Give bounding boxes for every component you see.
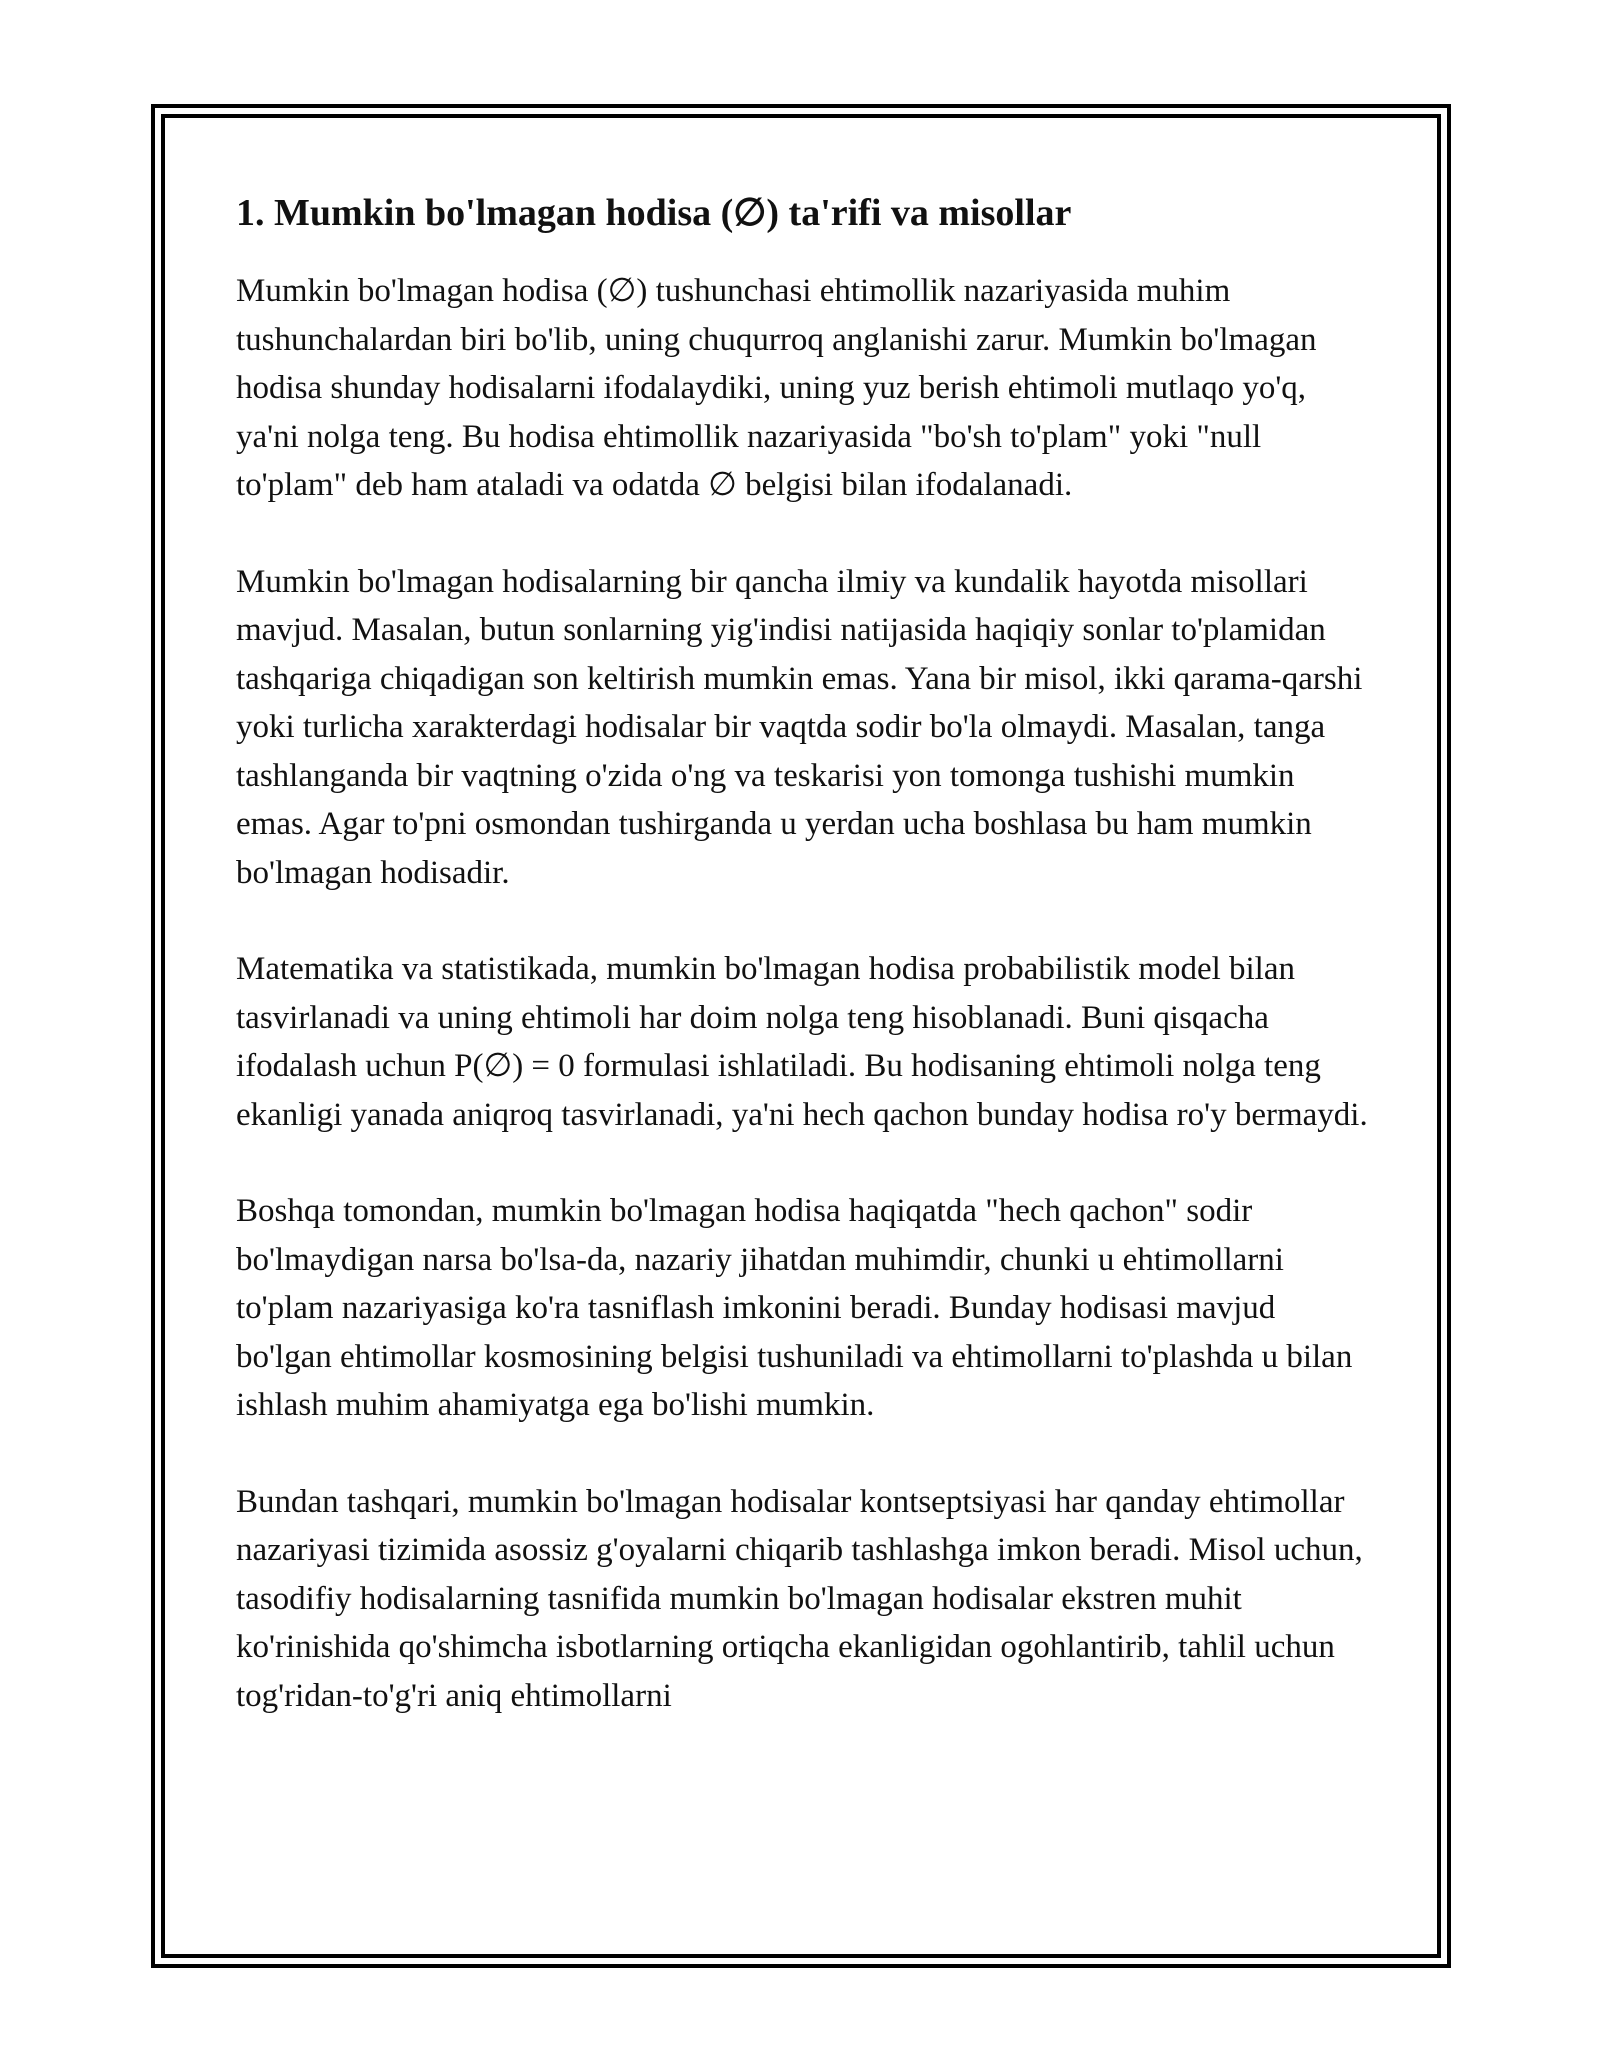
document-content bbox=[236, 183, 1376, 1720]
section-heading: 1. Mumkin bo'lmagan hodisa (∅) ta'rifi va misollar bbox=[236, 192, 1072, 234]
paragraph-4: Boshqa tomondan, mumkin bo'lmagan hodisa haqiqatda "hech qachon" sodir bo'lmaydigan narsa bo'lsa-da, nazariy jihatdan muhimdir, chunki u ehtimollarni to'plam nazariyasiga ko'ra tasniflash imkonini beradi. Bunday hodisasi mavjud bo'lgan ehtimollar kosmosining belgisi tushuniladi va ehtimollarni to'plashda u bilan ishlash muhim ahamiyatga ega bo'lishi mumkin. bbox=[236, 1193, 1353, 1423]
paragraph-3: Matematika va statistikada, mumkin bo'lmagan hodisa probabilistik model bilan tasvirlanadi va uning ehtimoli har doim nolga teng hisoblanadi. Buni qisqacha ifodalash uchun P(∅) = 0 formulasi ishlatiladi. Bu hodisaning ehtimoli nolga teng ekanligi yanada aniqroq tasvirlanadi, ya'ni hech qachon bunday hodisa ro'y bermaydi. bbox=[236, 951, 1368, 1133]
paragraph-5: Bundan tashqari, mumkin bo'lmagan hodisalar kontseptsiyasi har qanday ehtimollar nazariyasi tizimida asossiz g'oyalarni chiqarib tashlashga imkon beradi. Misol uchun, tasodifiy hodisalarning tasnifida mumkin bo'lmagan hodisalar ekstren muhit ko'rinishida qo'shimcha isbotlarning ortiqcha ekanligidan ogohlantirib, tahlil uchun tog'ridan-to'g'ri aniq ehtimollarni bbox=[236, 1483, 1363, 1714]
paragraph-1: Mumkin bo'lmagan hodisa (∅) tushunchasi ehtimollik nazariyasida muhim tushunchalardan biri bo'lib, uning chuqurroq anglanishi zarur. Mumkin bo'lmagan hodisa shunday hodisalarni ifodalaydiki, uning yuz berish ehtimoli mutlaqo yo'q, ya'ni nolga teng. Bu hodisa ehtimollik nazariyasida "bo'sh to'plam" yoki "null to'plam" deb ham ataladi va odatda ∅ belgisi bilan ifodalanadi. bbox=[236, 273, 1317, 503]
paragraph-2: Mumkin bo'lmagan hodisalarning bir qancha ilmiy va kundalik hayotda misollari mavjud. Masalan, butun sonlarning yig'indisi natijasida haqiqiy sonlar to'plamidan tashqariga chiqadigan son keltirish mumkin emas. Yana bir misol, ikki qarama-qarshi yoki turlicha xarakterdagi hodisalar bir vaqtda sodir bo'la olmaydi. Masalan, tanga tashlanganda bir vaqtning o'zida o'ng va teskarisi yon tomonga tushishi mumkin emas. Agar to'pni osmondan tushirganda u yerdan ucha boshlasa bu ham mumkin bo'lmagan hodisadir. bbox=[236, 563, 1363, 891]
